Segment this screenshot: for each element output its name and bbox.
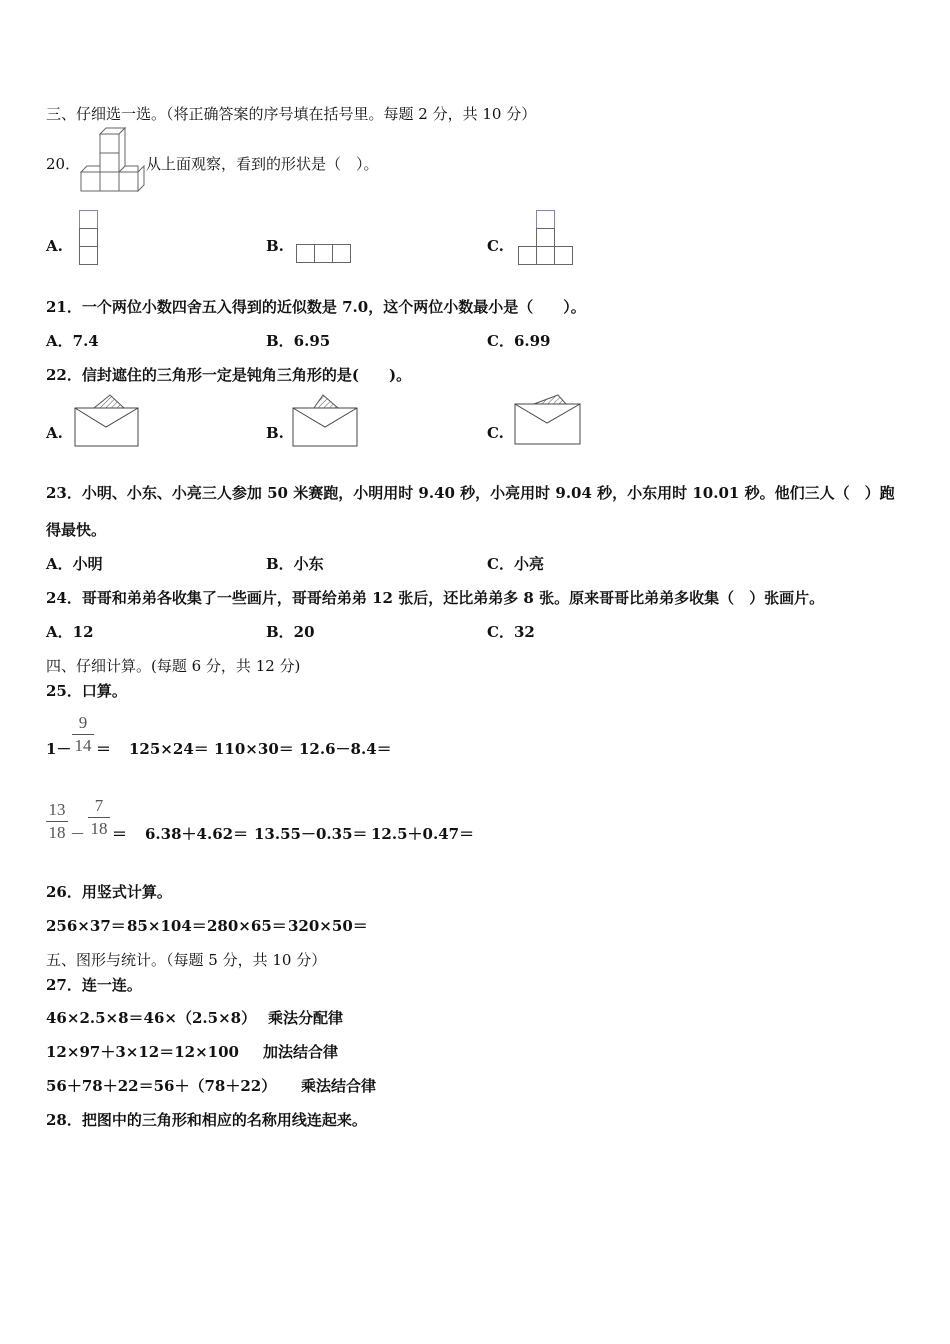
q25-row2-minus: － (70, 825, 86, 843)
q26-item-1: 256×37＝ (46, 917, 126, 935)
q24-option-a: A．12 (46, 623, 94, 641)
q27-row-3-expr: 56＋78＋22＝56＋（78＋22） (46, 1077, 277, 1095)
q20-option-a-label: A. (46, 237, 63, 255)
q20-option-c-label: C. (487, 237, 504, 255)
q21-option-a: A．7.4 (46, 332, 99, 350)
q20-stem: 从上面观察，看到的形状是（ ）。 (146, 155, 379, 173)
fraction-13-18 (46, 800, 68, 843)
q26-item-3: 280×65＝ (207, 917, 287, 935)
q25-row1-item-2: 110×30＝ (214, 740, 294, 758)
q21-option-b: B．6.95 (266, 332, 331, 350)
fraction-denominator: 18 (48, 823, 66, 842)
q25-row2-item-3: 12.5＋0.47＝ (371, 825, 475, 843)
option-c-t-shape-squares (518, 210, 576, 266)
q25-row1-lead: 1－ (46, 740, 72, 758)
q20-number: 20． (46, 155, 81, 173)
q22-stem: 22．信封遮住的三角形一定是钝角三角形的是( )。 (46, 366, 412, 384)
fraction-numerator: 9 (78, 713, 88, 732)
envelope-a (74, 394, 140, 448)
q25-row1-equals: ＝ (96, 740, 112, 758)
section-4-title: 四、仔细计算。(每题 6 分，共 12 分) (46, 657, 301, 675)
section-5-title: 五、图形与统计。（每题 5 分，共 10 分） (46, 951, 327, 969)
q26-title: 26．用竖式计算。 (46, 883, 172, 901)
q24-stem: 24．哥哥和弟弟各收集了一些画片，哥哥给弟弟 12 张后，还比弟弟多 8 张。原来哥哥比弟弟多收集（ ）张画片。 (46, 589, 825, 607)
q27-row-3-law: 乘法结合律 (301, 1077, 377, 1095)
q24-option-c: C．32 (487, 623, 535, 641)
fraction-9-14 (72, 713, 94, 756)
q23-option-c: C．小亮 (487, 555, 544, 573)
q25-row1-item-1: 125×24＝ (129, 740, 209, 758)
q21-option-c: C．6.99 (487, 332, 551, 350)
q27-title: 27．连一连。 (46, 976, 142, 994)
q27-row-1-law: 乘法分配律 (268, 1009, 344, 1027)
fraction-7-18 (88, 796, 110, 839)
q27-row-2-law: 加法结合律 (263, 1043, 339, 1061)
fraction-numerator: 7 (94, 796, 104, 815)
envelope-b (292, 394, 360, 448)
q23-option-b: B．小东 (266, 555, 324, 573)
q26-item-4: 320×50＝ (288, 917, 368, 935)
q22-option-b-label: B. (266, 424, 284, 442)
q25-row1-item-3: 12.6－8.4＝ (299, 740, 392, 758)
option-a-vertical-squares (79, 210, 99, 266)
q27-row-1-expr: 46×2.5×8＝46×（2.5×8） (46, 1009, 257, 1027)
q23-option-a: A．小明 (46, 555, 103, 573)
q27-row-2-expr: 12×97＋3×12＝12×100 (46, 1043, 239, 1061)
q25-row2-equals: ＝ (112, 825, 128, 843)
fraction-denominator: 14 (74, 736, 92, 755)
q24-option-b: B．20 (266, 623, 315, 641)
q21-stem: 21．一个两位小数四舍五入得到的近似数是 7.0，这个两位小数最小是（ ）。 (46, 298, 586, 316)
q20-option-b-label: B. (266, 237, 284, 255)
q23-stem-line-1: 23．小明、小东、小亮三人参加 50 米赛跑，小明用时 9.40 秒，小亮用时 9.04 秒，小东用时 10.01 秒。他们三人（ ）跑 (46, 484, 895, 502)
fraction-numerator: 13 (48, 800, 66, 819)
cube-stack-figure (80, 128, 146, 194)
q22-option-c-label: C. (487, 424, 504, 442)
fraction-denominator: 18 (90, 819, 108, 838)
q23-stem-line-2: 得最快。 (46, 521, 107, 539)
q28-title: 28．把图中的三角形和相应的名称用线连起来。 (46, 1111, 367, 1129)
option-b-horizontal-squares (296, 244, 354, 264)
section-3-title: 三、仔细选一选。（将正确答案的序号填在括号里。每题 2 分，共 10 分） (46, 105, 537, 123)
q22-option-a-label: A. (46, 424, 63, 442)
q26-item-2: 85×104＝ (127, 917, 207, 935)
q25-row2-item-2: 13.55－0.35＝ (254, 825, 368, 843)
envelope-c (514, 392, 582, 446)
q25-title: 25．口算。 (46, 682, 127, 700)
q25-row2-item-1: 6.38＋4.62＝ (145, 825, 249, 843)
